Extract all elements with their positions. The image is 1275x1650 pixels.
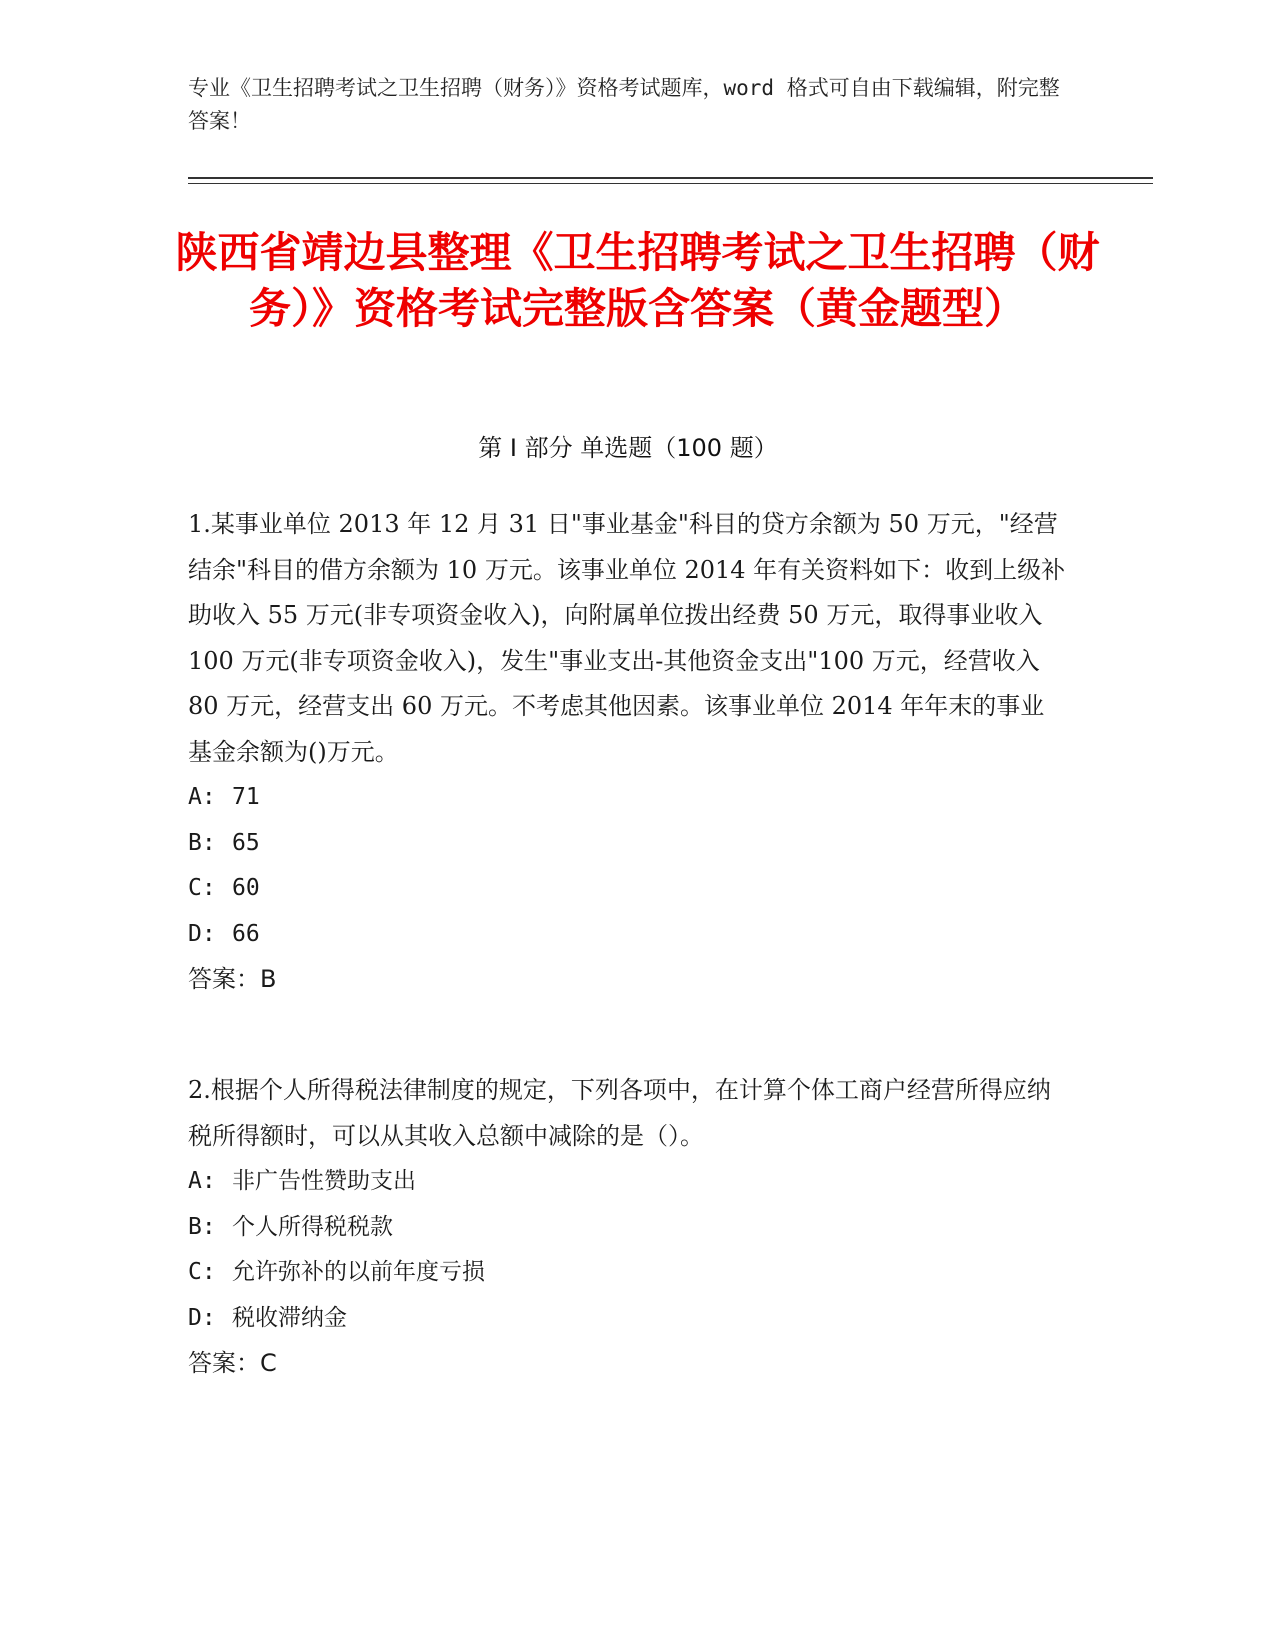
option-label: B: — [188, 829, 216, 856]
document-title: 陕西省靖边县整理《卫生招聘考试之卫生招聘（财务）》资格考试完整版含答案（黄金题型） — [175, 228, 1100, 333]
option-label: D: — [188, 920, 216, 947]
option-label: C: — [188, 875, 216, 901]
question-block-2 — [188, 1068, 1068, 1387]
option-c — [188, 1250, 1068, 1296]
option-label: D: — [188, 1304, 216, 1331]
option-text: 税收滞纳金 — [232, 1304, 347, 1331]
option-text: 60 — [232, 875, 260, 901]
option-c — [188, 866, 1068, 912]
option-label: A: — [188, 1168, 216, 1194]
option-text: 非广告性赞助支出 — [232, 1168, 416, 1194]
option-text: 65 — [232, 829, 260, 856]
question-stem: 1.某事业单位 2013 年 12 月 31 日"事业基金"科目的贷方余额为 50 万元，"经营结余"科目的借方余额为 10 万元。该事业单位 2014 年有关资料如下：收到上级补助收入 55 万元(非专项资金收入)，向附属单位拨出经费 50 万元，取得事业收入 100 万元(非专项资金收入)，发生"事业支出-其他资金支出"100 万元，经营收入 80 万元，经营支出 60 万元。不考虑其他因素。该事业单位 2014 年年末的事业基金余额为()万元。 — [188, 510, 1066, 766]
question-block-1 — [188, 502, 1068, 1003]
answer-line: 答案：B — [188, 965, 277, 993]
option-label: A: — [188, 784, 216, 810]
option-label: B: — [188, 1213, 216, 1240]
option-d — [188, 1296, 1068, 1342]
option-text: 66 — [232, 920, 260, 947]
section-title: 第 I 部分 单选题（100 题） — [478, 434, 778, 462]
option-text: 71 — [232, 784, 260, 810]
option-text: 个人所得税税款 — [232, 1213, 393, 1240]
option-b — [188, 821, 1068, 867]
header-note: 专业《卫生招聘考试之卫生招聘（财务）》资格考试题库，word 格式可自由下载编辑，附完整答案！ — [188, 76, 1060, 133]
header-divider-thin — [188, 183, 1153, 184]
option-text: 允许弥补的以前年度亏损 — [232, 1259, 485, 1285]
header-divider-thick — [188, 177, 1153, 179]
option-a — [188, 775, 1068, 821]
option-label: C: — [188, 1259, 216, 1285]
option-d — [188, 912, 1068, 958]
answer-line: 答案：C — [188, 1349, 277, 1377]
question-stem: 2.根据个人所得税法律制度的规定，下列各项中，在计算个体工商户经营所得应纳税所得额时，可以从其收入总额中减除的是（）。 — [188, 1076, 1051, 1150]
option-b — [188, 1205, 1068, 1251]
option-a — [188, 1159, 1068, 1205]
